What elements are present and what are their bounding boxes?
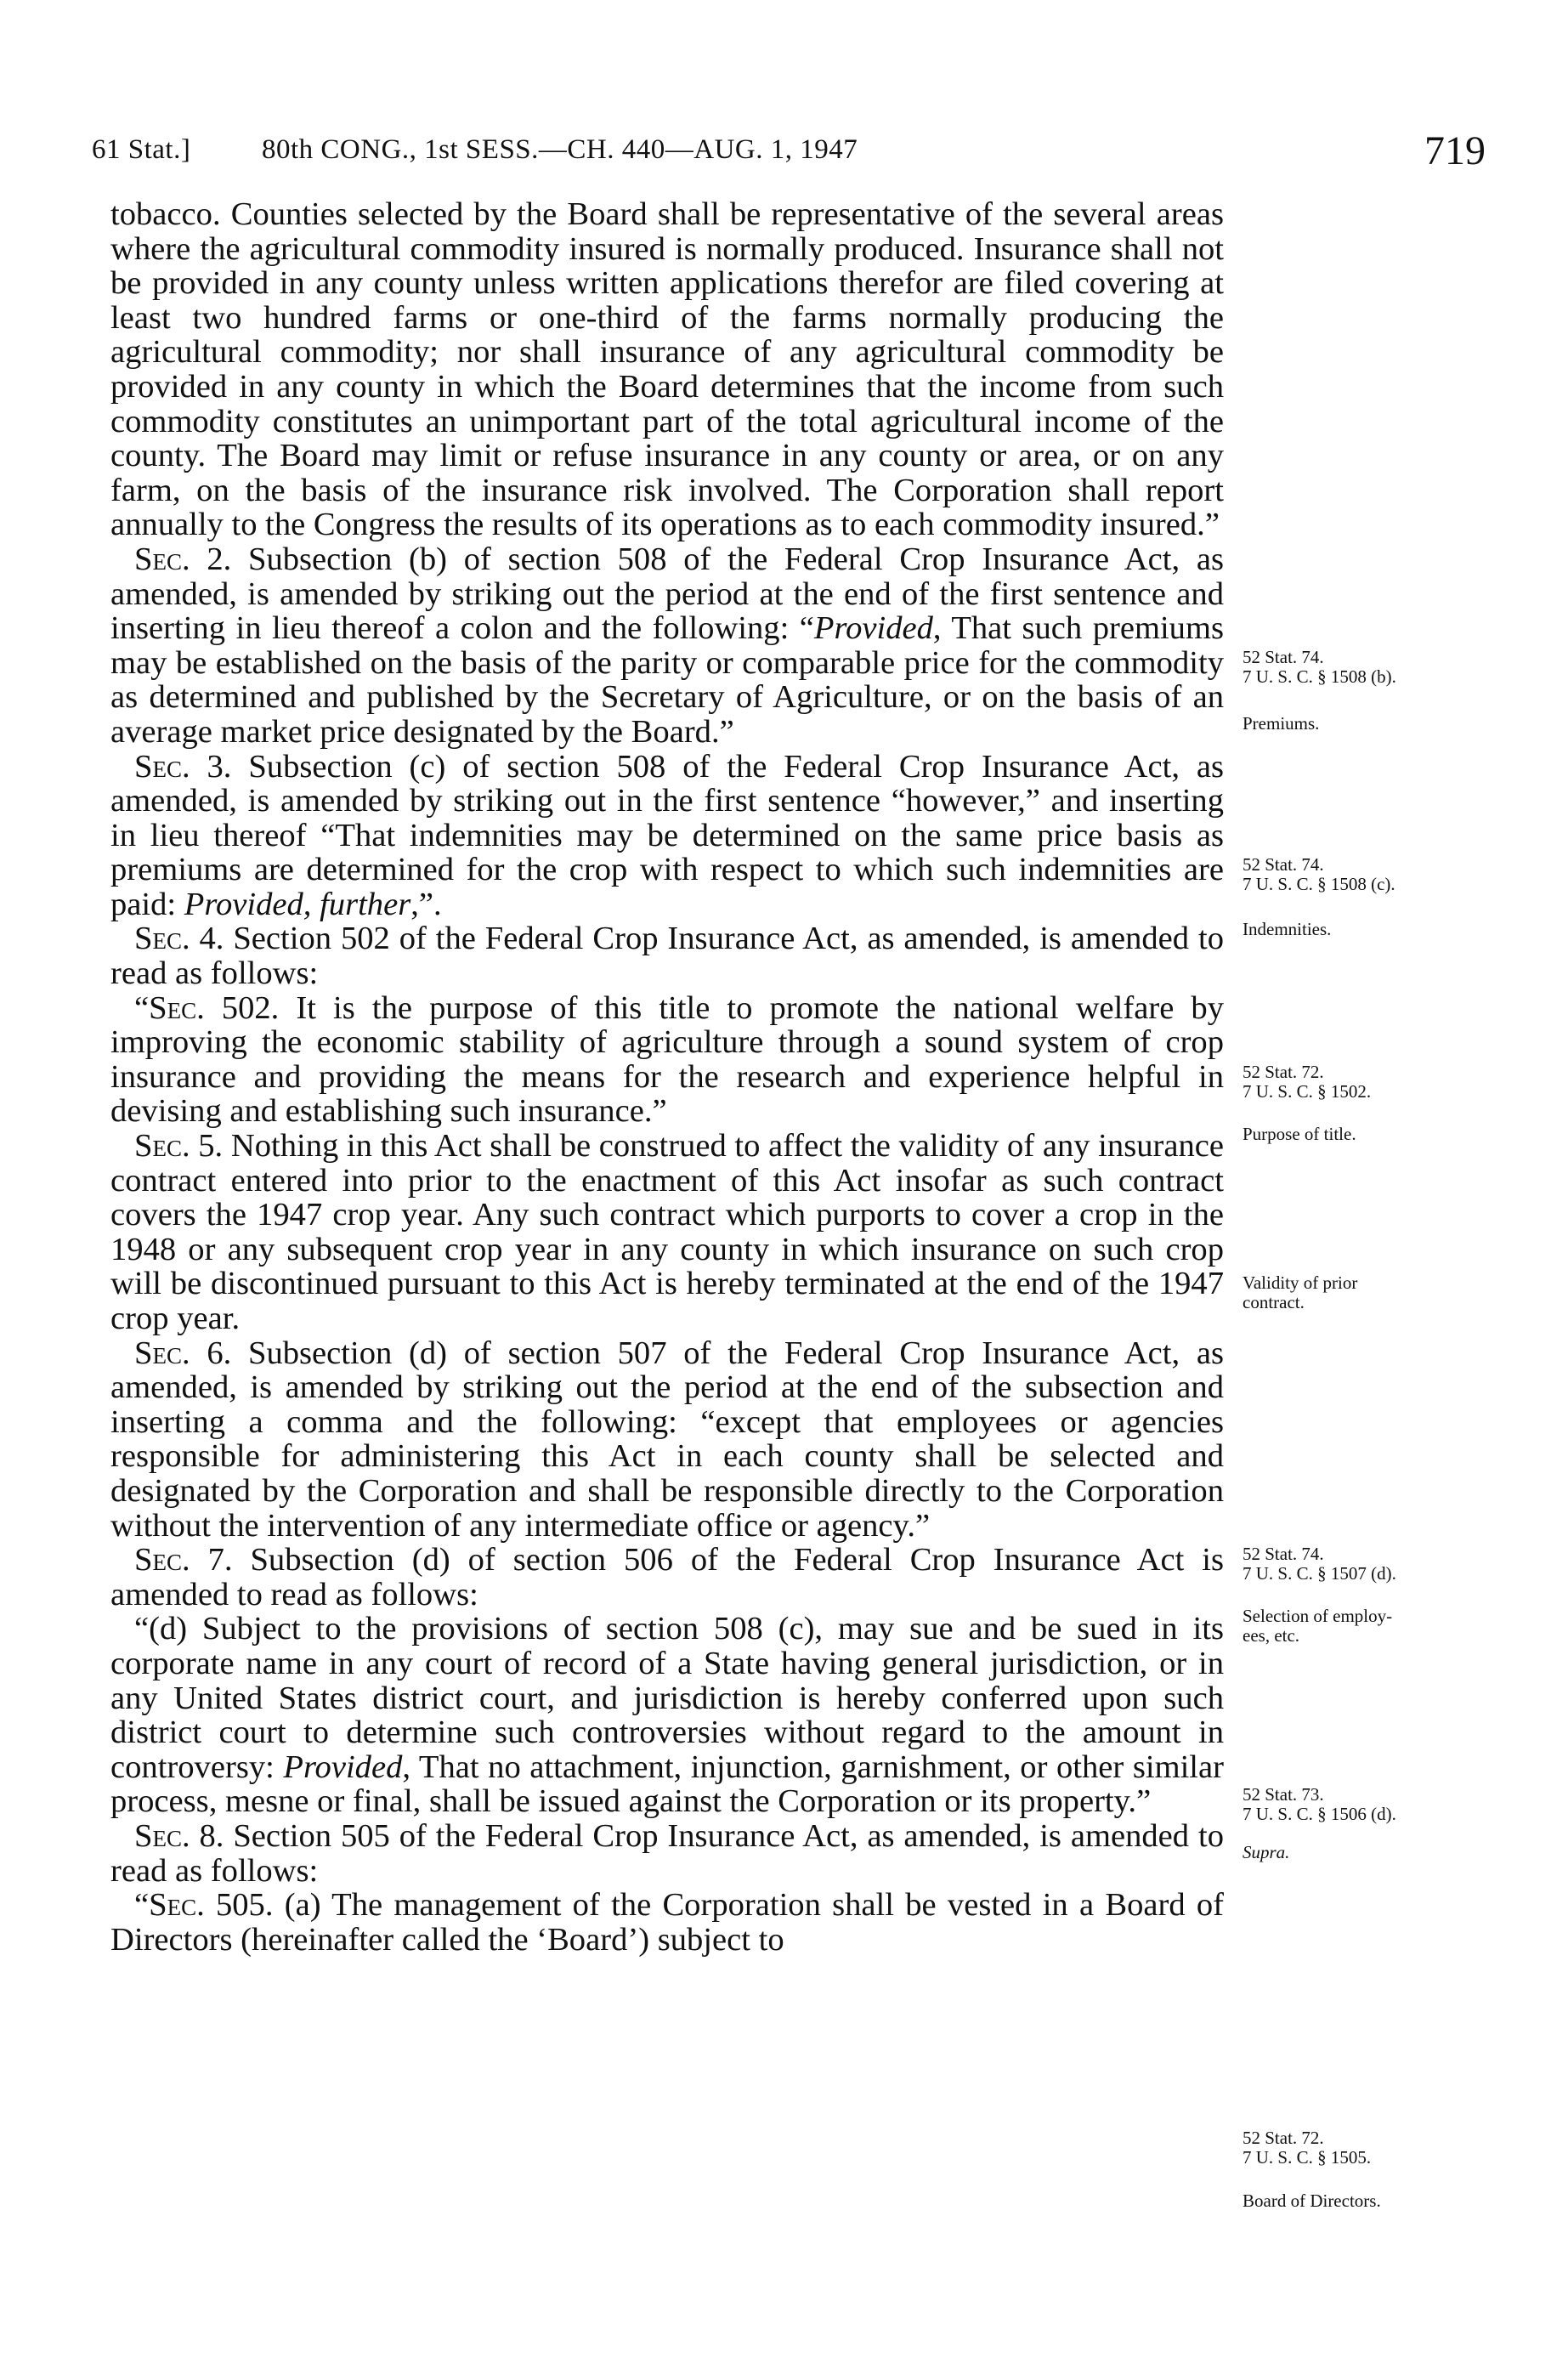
- paragraph-text: Subsection (d) of section 506 of the Federal Crop Insurance Act is amended to read as follows:: [110, 1542, 1224, 1612]
- margin-note-line: 52 Stat. 73.: [1243, 1784, 1324, 1805]
- paragraph-text: Subsection (b) of section 508 of the Federal Crop Insurance Act, as amended, is amended by striking out the period at the end of the first sentence and inserting in lieu thereof a colon and the following: “: [110, 541, 1224, 647]
- margin-note-line: 52 Stat. 72.: [1243, 1062, 1324, 1082]
- margin-note-line: 7 U. S. C. § 1505.: [1243, 2147, 1372, 2168]
- margin-note-line: 52 Stat. 74.: [1243, 647, 1324, 667]
- paragraph-text: (a) The management of the Corporation shall be vested in a Board of Directors (hereinafter called the ‘Board’) subject to: [110, 1887, 1224, 1958]
- section-505-quote: [110, 1888, 1224, 1957]
- margin-note-line: Supra.: [1243, 1842, 1290, 1862]
- paragraph-text: tobacco. Counties selected by the Board shall be representative of the several areas where the agricultural commodity insured is normally produced. Insurance shall not be provided in any county unless written applications therefor are filed covering at least two hundred farms or one-third of the farms normally producing the agricultural commodity; nor shall insurance of any agricultural commodity be provided in any county in which the Board determines that the income from such commodity constitutes an unimportant part of the total agricultural income of the county. The Board may limit or refuse insurance in any county or area, or on any farm, on the basis of the insurance risk involved. The Corporation shall report annually to the Congress the results of its operations as to each commodity insured.”: [110, 196, 1224, 543]
- paragraph-text: , That such premiums may be established on the basis of the parity or comparable price for the commodity as determined and published by the Secretary of Agriculture, or on the basis of an average market price designated by the Board.”: [110, 610, 1224, 750]
- paragraph-text: Section 502 of the Federal Crop Insurance Act, as amended, is amended to read as follows:: [110, 921, 1224, 992]
- body-text: [110, 197, 1224, 1957]
- section-7: [110, 1543, 1224, 1612]
- section-4: [110, 921, 1224, 990]
- paragraph-text: It is the purpose of this title to promote the national welfare by improving the economic stability of agriculture through a sound system of crop insurance and providing the means for the research and experience helpful in devising and establishing such insurance.”: [110, 989, 1224, 1130]
- margin-citation-sec6: [1243, 1544, 1497, 1584]
- margin-note-line: 7 U. S. C. § 1508 (c).: [1243, 874, 1395, 894]
- margin-note-line: 7 U. S. C. § 1502.: [1243, 1081, 1372, 1102]
- section-8: [110, 1819, 1224, 1888]
- margin-note-premiums: [1243, 714, 1497, 734]
- section-5: [110, 1129, 1224, 1336]
- italic-term: Provided: [813, 610, 933, 647]
- paragraph-continuation: [110, 197, 1224, 542]
- margin-citation-sec8: [1243, 2128, 1497, 2168]
- paragraph-text: , That no attachment, injunction, garnishment, or other similar process, mesne or final, shall be issued against the Corporation or its property.”: [110, 1748, 1224, 1820]
- margin-note-line: ees, etc.: [1243, 1625, 1300, 1646]
- section-label: Sec. 4.: [134, 921, 224, 957]
- section-label: “Sec. 502.: [134, 989, 280, 1026]
- section-label: Sec. 5.: [134, 1128, 224, 1165]
- margin-note-line: 7 U. S. C. § 1508 (b).: [1243, 666, 1396, 687]
- paragraph-text: Nothing in this Act shall be construed to affect the validity of any insurance contract entered into prior to the enactment of this Act insofar as such contract covers the 1947 crop year. Any such contract which purports to cover a crop in the 1948 or any subsequent crop year in any county in which insurance on such crop will be discontinued pursuant to this Act is hereby terminated at the end of the 1947 crop year.: [110, 1128, 1224, 1336]
- paragraph-text: “(d) Subject to the provisions of section 508 (c), may sue and be sued in its corporate name in any court of record of a State having general jurisdiction, or in any United States district court, and jurisdiction is hereby conferred upon such district court to determine such controversies without regard to the amount in controversy:: [110, 1611, 1224, 1785]
- section-label: Sec. 2.: [134, 541, 232, 577]
- margin-note-board: [1243, 2191, 1497, 2211]
- page-number: 719: [1424, 128, 1486, 173]
- paragraph-text: Subsection (d) of section 507 of the Federal Crop Insurance Act, as amended, is amended by striking out the period at the end of the subsection and inserting a comma and the following: “except that employees or agencies responsible for administering this Act in each county shall be selected and designated by the Corporation and shall be responsible directly to the Corporation without the intervention of any intermediate office or agency.”: [110, 1335, 1224, 1544]
- section-label: Sec. 8.: [134, 1817, 224, 1854]
- paragraph-text: Section 505 of the Federal Crop Insurance Act, as amended, is amended to read as follows:: [110, 1817, 1224, 1889]
- margin-note-line: 7 U. S. C. § 1507 (d).: [1243, 1563, 1396, 1584]
- margin-note-line: contract.: [1243, 1292, 1305, 1312]
- section-502-quote: [110, 991, 1224, 1129]
- margin-note-supra: [1243, 1843, 1497, 1862]
- margin-citation-sec3: [1243, 855, 1497, 894]
- margin-note-line: Board of Directors.: [1243, 2190, 1381, 2211]
- statute-reference: 61 Stat.]: [92, 134, 191, 165]
- section-2: [110, 542, 1224, 750]
- margin-note-line: 7 U. S. C. § 1506 (d).: [1243, 1804, 1396, 1824]
- margin-note-line: Selection of employ-: [1243, 1606, 1393, 1626]
- margin-citation-sec7: [1243, 1785, 1497, 1824]
- margin-note-indemnities: [1243, 920, 1497, 939]
- margin-note-line: 52 Stat. 74.: [1243, 854, 1324, 875]
- margin-note-purpose: [1243, 1125, 1497, 1144]
- section-label: Sec. 3.: [134, 748, 232, 785]
- session-line: 80th CONG., 1st SESS.—CH. 440—AUG. 1, 1947: [262, 134, 858, 165]
- subsection-d-quote: [110, 1612, 1224, 1819]
- running-header: [92, 128, 1486, 179]
- margin-note-line: Indemnities.: [1243, 919, 1332, 939]
- margin-note-selection: [1243, 1607, 1497, 1646]
- paragraph-text: ,”.: [410, 886, 442, 922]
- paragraph-text: Subsection (c) of section 508 of the Federal Crop Insurance Act, as amended, is amended by striking out in the first sentence “however,” and inserting in lieu thereof “That indemnities may be determined on the same price basis as premiums are determined for the crop with respect to which such indemnities are paid:: [110, 748, 1224, 922]
- margin-note-line: Purpose of title.: [1243, 1124, 1356, 1144]
- margin-note-validity: [1243, 1273, 1497, 1312]
- section-label: Sec. 6.: [134, 1335, 232, 1371]
- margin-note-line: Validity of prior: [1243, 1272, 1358, 1293]
- section-3: [110, 750, 1224, 922]
- margin-citation-sec4: [1243, 1063, 1497, 1102]
- section-label: “Sec. 505.: [134, 1887, 274, 1924]
- section-6: [110, 1336, 1224, 1544]
- margin-note-line: Premiums.: [1243, 713, 1320, 734]
- italic-term: Provided: [283, 1748, 403, 1785]
- margin-citation-sec2: [1243, 648, 1497, 687]
- italic-term: Provided, further: [184, 886, 411, 922]
- section-label: Sec. 7.: [134, 1542, 233, 1578]
- margin-note-line: 52 Stat. 74.: [1243, 1544, 1324, 1564]
- margin-note-line: 52 Stat. 72.: [1243, 2128, 1324, 2148]
